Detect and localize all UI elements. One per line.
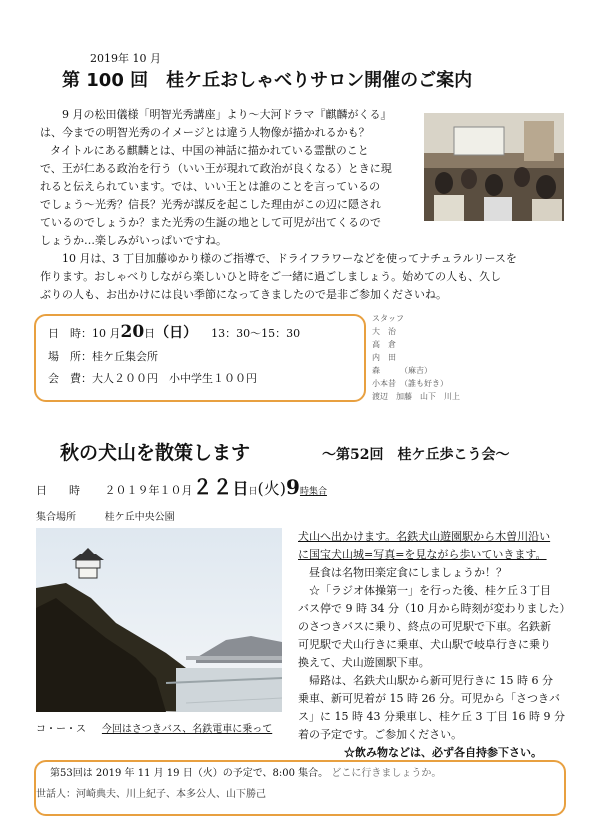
walk-date-row [36,475,327,501]
date-time: 13：30～15：30 [211,327,301,340]
staff-heading: スタッフ [372,314,404,323]
walk-meet-place: 桂ケ丘中央公園 [104,512,175,523]
date-nichi: 日 [144,327,156,340]
walk-date-hour: 9 [286,475,300,499]
staff-line: 渡辺 加藤 山下 川上 [372,392,460,401]
salon-photo [424,113,564,221]
walk-date-nichi: 日 [232,479,249,498]
salon-date-row [48,323,300,343]
walk-title: 秋の犬山を散策します [60,442,251,464]
walk-date-weekday: (火) [257,479,287,498]
course-label: コ・ー・ス [36,724,86,735]
text-line: は、今までの明智光秀のイメージとは違う人物像が描かれるかも？ [40,126,370,139]
place-label: 場 所： [48,350,92,363]
date-weekday: （日） [155,325,198,341]
salon-place-row [48,348,158,366]
walk-meet-row [36,510,175,526]
text-line: で、王が仁ある政治を行う（いい王が現れて政治が良くなる）ときに現 [40,162,392,175]
walk-date-assemble: 時集合 [299,487,327,497]
text-line: 作ります。おしゃべりしながら楽しいひと時をご一緒に過ごしましょう。始めての人も、久し [40,270,502,283]
drinks-note: ☆飲み物などは、必ず各自持参下さい。 [344,746,542,759]
text-line: ているのでしょうか？また光秀の生誕の地として可児が出てくるので [40,216,381,229]
staff-line: 内 田 [372,353,396,362]
salon-fee-row [48,370,257,388]
text-line: 帰路は、名鉄犬山駅から新可児行きに 15 時 6 分 [298,674,553,687]
text-line: 犬山へ出かけます。名鉄犬山遊園駅から木曽川沿い [298,530,551,543]
text-line: バス停で 9 時 34 分（10 月から時刻が変わりました） [298,602,571,615]
fee-label: 会 費： [48,372,92,385]
text-line: 昼食は名物田楽定食にしましょうか！？ [298,566,507,579]
text-line: 10 月は、3 丁目加藤ゆかり様のご指導で、ドライフラワーなどを使ってナチュラルリースを [62,252,517,265]
walk-meet-label: 集合場所 [36,512,76,523]
staff-line: 小本昔 （誰も好き） [372,379,448,388]
staff-line: 高 倉 [372,340,396,349]
date-day: 20 [120,322,145,342]
walk-description [298,528,571,744]
text-line: れると伝えられています。では、いい王とは誰のことを言っているの [40,180,381,193]
walk-date-nichi-small: 日 [248,487,258,497]
walk-date-ym: ２０１９年１０月 [104,484,193,497]
fee-value: 大人２００円 小中学生１００円 [92,372,257,385]
text-line: に国宝犬山城=写真=を見ながら歩いていきます。 [298,548,547,561]
text-line: でしょう～光秀？信長？光秀が謀反を起こした理由がこの辺に隠され [40,198,381,211]
walk-date-day: ２２ [192,475,233,499]
header-date: 2019年 10 月 [90,52,161,65]
page-title: 第 100 回 桂ケ丘おしゃべりサロン開催のご案内 [62,70,473,91]
text-line: ☆「ラジオ体操第一」を行った後、桂ケ丘３丁目 [298,584,551,597]
text-line: ス」に 15 時 43 分乗車し、桂ケ丘 3 丁目 16 時 9 分 [298,710,565,723]
staff-list [372,312,460,403]
salon-activity [40,250,560,304]
organizers: 世話人：河崎典夫、川上紀子、本多公人、山下勝己 [36,789,266,800]
text-line: ぶりの人も、お出かけには良い季節になってきましたので是非ご参加くださいね。 [40,288,447,301]
text-line: タイトルにある麒麟とは、中国の神話に描かれている霊獣のこと [50,144,369,157]
text-line: 9 月の松田儀様「明智光秀講座」より～大河ドラマ『麒麟がくる』 [62,108,392,121]
walk-date-label: 日 時 [36,484,80,497]
salon-intro [40,106,420,250]
next-notice-tail: どこに行きましょうか。 [331,768,442,779]
date-month: 10 月 [92,327,121,340]
course-text: 今回はさつきバス、名鉄電車に乗って [101,724,273,735]
staff-line: 大 治 [372,327,396,336]
place-value: 桂ケ丘集会所 [92,350,158,363]
text-line: 着の予定です。ご参加ください。 [298,728,463,741]
course-row [36,722,272,738]
text-line: しょうか…楽しみがいっぱいですね。 [40,234,227,247]
text-line: 可児駅で犬山行きに乗車、犬山駅で岐阜行きに乗り [298,638,551,651]
text-line: 換えて、犬山遊園駅下車。 [298,656,430,669]
date-label: 日 時： [48,327,92,340]
inuyama-castle-photo [36,528,282,712]
text-line: のさつきバスに乗り、終点の可児駅で下車。名鉄新 [298,620,551,633]
next-notice: 第53回は 2019 年 11 月 19 日（火）の予定で、8:00 集合。 [50,768,329,779]
walk-subtitle: ～第52回 桂ケ丘歩こう会～ [322,447,510,463]
staff-line: 森 （麻吉） [372,366,432,375]
next-notice-row [50,766,441,782]
text-line: 乗車、新可児着が 15 時 26 分。可児から「さつきバ [298,692,560,705]
